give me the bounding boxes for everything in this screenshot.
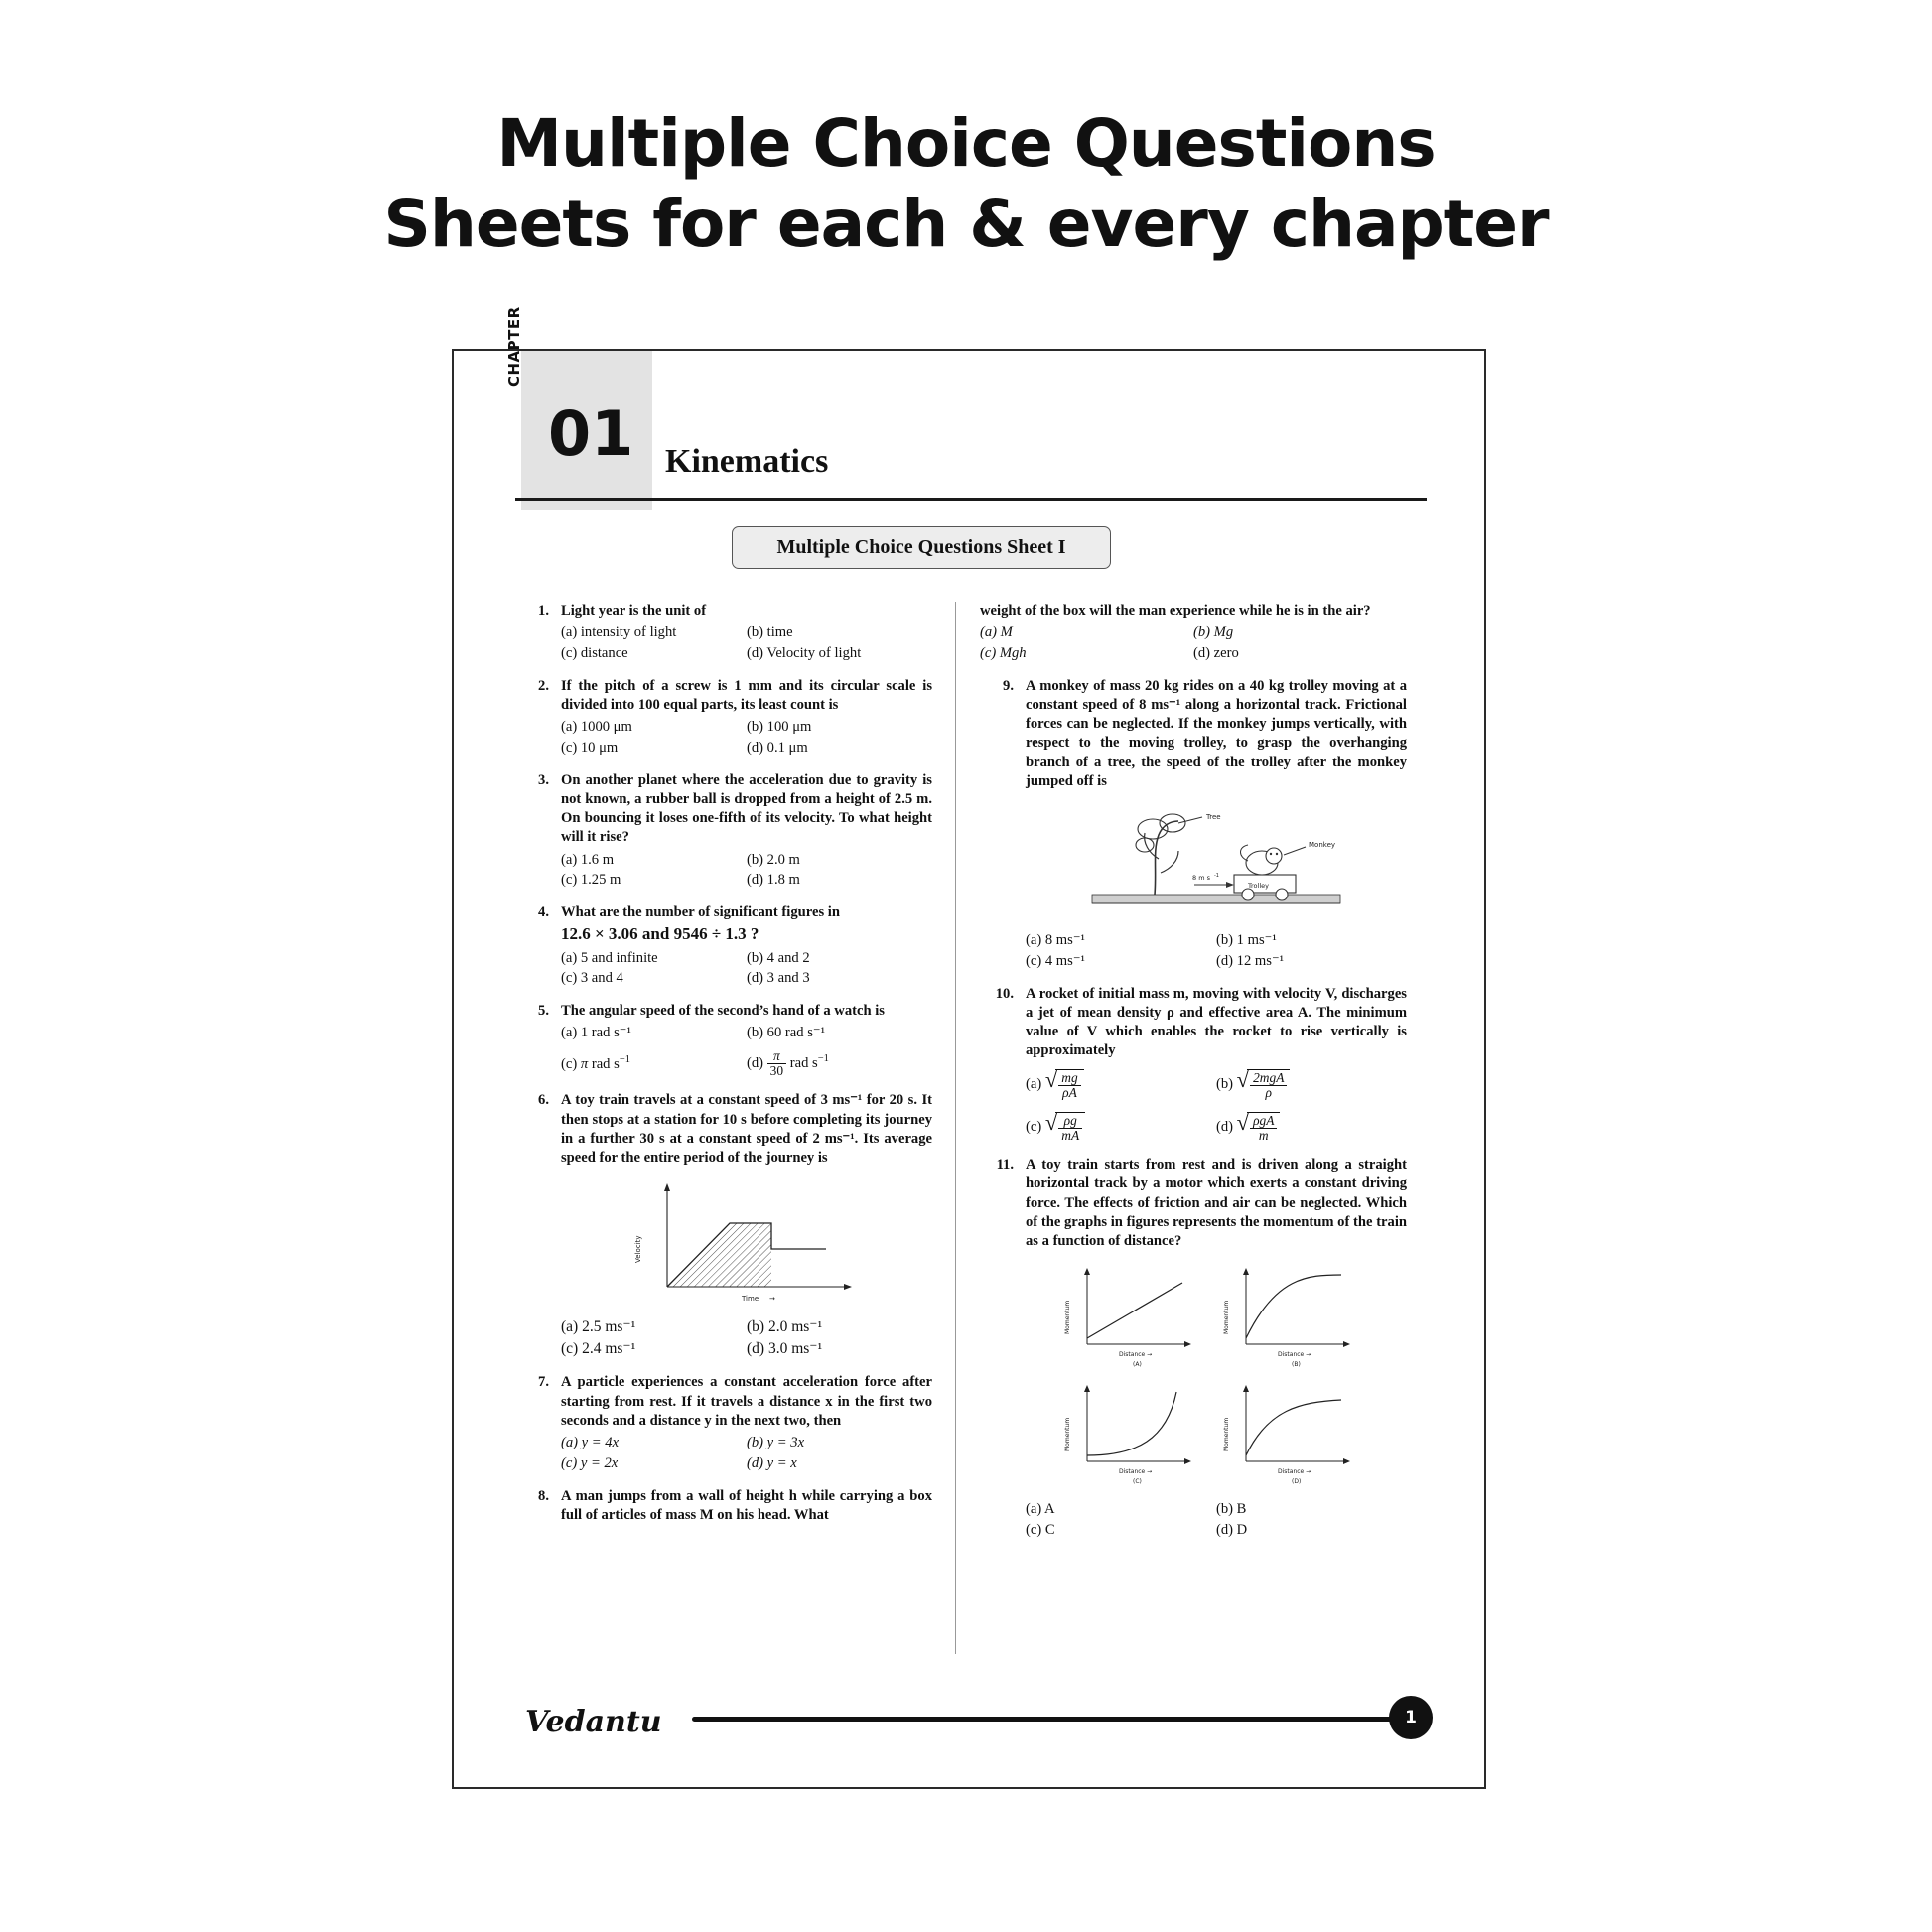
svg-text:(A): (A): [1133, 1361, 1142, 1369]
option[interactable]: (a) y = 4x: [561, 1435, 620, 1451]
question-number: 6.: [538, 1092, 549, 1109]
svg-text:Distance →: Distance →: [1278, 1351, 1311, 1359]
option[interactable]: (a) 8 ms⁻¹: [1026, 932, 1085, 949]
svg-text:Momentum: Momentum: [1064, 1418, 1071, 1452]
footer-divider: [692, 1717, 1427, 1722]
question-text: A monkey of mass 20 kg rides on a 40 kg trolley moving at a constant speed of 8 ms⁻¹ along a horizontal track. Frictional forces can be neglected. If the monkey jumps vertically, with respect to the moving trolley, to grasp the overhanging branch of a tree, the speed of the trolley after the monkey jumped off is: [1026, 677, 1407, 789]
question-item: [515, 677, 932, 759]
svg-text:Tree: Tree: [1206, 813, 1221, 822]
svg-text:Monkey: Monkey: [1309, 841, 1336, 850]
option[interactable]: (c) y = 2x: [561, 1454, 619, 1471]
svg-text:(B): (B): [1292, 1361, 1301, 1369]
velocity-time-graph: [622, 1175, 871, 1305]
chapter-label: CHAPTER: [505, 306, 523, 387]
question-continuation: [980, 602, 1407, 664]
question-item: [515, 1091, 932, 1360]
chapter-number: 01: [548, 397, 634, 470]
monkey-trolley-illustration: [1067, 799, 1365, 918]
chapter-title: Kinematics: [665, 443, 829, 480]
option-list: [1026, 1499, 1407, 1540]
option[interactable]: (c) 4 ms⁻¹: [1026, 952, 1085, 969]
svg-text:Momentum: Momentum: [1064, 1301, 1071, 1335]
option[interactable]: (b) B: [1216, 1501, 1247, 1518]
svg-text:(C): (C): [1133, 1478, 1142, 1486]
option[interactable]: (a) 1 rad s⁻¹: [561, 1025, 631, 1041]
option[interactable]: (d) 12 ms⁻¹: [1216, 952, 1285, 969]
option[interactable]: (c) 2.4 ms⁻¹: [561, 1340, 636, 1358]
option[interactable]: (a) M: [980, 624, 1013, 641]
option[interactable]: (a) 2.5 ms⁻¹: [561, 1318, 636, 1336]
option[interactable]: (d) $\frac{\pi}{30}$ rad $s^{-1}$: [747, 1048, 829, 1079]
option-list: [561, 850, 932, 891]
option[interactable]: (b) y = 3x: [747, 1435, 805, 1451]
option[interactable]: (b) 60 rad s⁻¹: [747, 1025, 825, 1041]
question-text: A toy train travels at a constant speed of 3 ms⁻¹ for 20 s. It then stops at a station for 10 s before completing its journey in a further 30 s at a constant speed of 2 ms⁻¹. Its average speed for the entire period of the journey is: [561, 1092, 932, 1167]
svg-text:Momentum: Momentum: [1223, 1418, 1230, 1452]
question-item: [515, 602, 932, 664]
option-list: [561, 717, 932, 758]
left-column: [515, 602, 932, 1538]
question-number: 8.: [538, 1487, 549, 1504]
svg-text:(D): (D): [1292, 1478, 1302, 1486]
option[interactable]: (b) Mg: [1193, 624, 1234, 641]
velocity-time-graph-figure: [561, 1175, 932, 1311]
question-text: A rocket of initial mass m, moving with velocity V, discharges a jet of mean density ρ and effective area A. The minimum value of V which enables the rocket to rise vertically is approximately: [1026, 985, 1407, 1059]
svg-text:→: →: [769, 1295, 775, 1304]
option[interactable]: (c) 1.25 m: [561, 872, 621, 889]
option-list: [561, 622, 932, 663]
question-text: Light year is the unit of: [561, 603, 707, 619]
question-text: If the pitch of a screw is 1 mm and its circular scale is divided into 100 equal parts, its least count is: [561, 677, 932, 713]
option[interactable]: (d) 1.8 m: [747, 872, 800, 889]
option[interactable]: (c) C: [1026, 1521, 1055, 1538]
question-number: 5.: [538, 1003, 549, 1020]
option[interactable]: (b) √ $\frac{\text{2mgA}}{\rho}$: [1216, 1069, 1407, 1100]
option[interactable]: (b) 4 and 2: [747, 949, 810, 966]
question-number: 1.: [538, 603, 549, 619]
question-text: What are the number of significant figures in: [561, 904, 840, 921]
option[interactable]: (a) 1000 μm: [561, 719, 632, 736]
svg-text:Velocity: Velocity: [634, 1235, 642, 1264]
question-item: [515, 1373, 932, 1473]
worksheet-sheet: [452, 306, 1486, 1789]
option[interactable]: (d) Velocity of light: [747, 644, 862, 661]
option[interactable]: (d) y = x: [747, 1454, 797, 1471]
option[interactable]: (a) 1.6 m: [561, 851, 615, 868]
option[interactable]: (b) 1 ms⁻¹: [1216, 932, 1277, 949]
question-formula: 12.6 × 3.06 and 9546 ÷ 1.3 ?: [561, 924, 759, 944]
svg-text:Distance →: Distance →: [1119, 1468, 1153, 1476]
question-text: A man jumps from a wall of height h while carrying a box full of articles of mass M on his head. What: [561, 1487, 932, 1523]
option[interactable]: (d) √ $\frac{\text{ρgA}}{m}$: [1216, 1112, 1407, 1143]
heading-line-2: Sheets for each & every chapter: [383, 185, 1549, 262]
heading-line-1: Multiple Choice Questions: [496, 105, 1436, 182]
four-momentum-distance-graphs: [1057, 1259, 1375, 1487]
option[interactable]: (b) 2.0 m: [747, 851, 800, 868]
page-number-badge: 1: [1389, 1696, 1433, 1739]
question-text: A particle experiences a constant acceleration force after starting from rest. If it travels a distance x in the first two seconds and a distance y in the next two, then: [561, 1374, 932, 1429]
option[interactable]: (d) 3.0 ms⁻¹: [747, 1340, 823, 1358]
option[interactable]: (d) 3 and 3: [747, 970, 810, 987]
question-number: 10.: [995, 985, 1014, 1002]
svg-text:Momentum: Momentum: [1223, 1301, 1230, 1335]
option[interactable]: (c) Mgh: [980, 644, 1027, 661]
svg-text:Time: Time: [742, 1295, 759, 1304]
column-divider: [955, 602, 956, 1654]
option[interactable]: (a) 5 and infinite: [561, 949, 658, 966]
option[interactable]: (b) 100 μm: [747, 719, 812, 736]
right-column: [980, 602, 1407, 1554]
question-text: A toy train starts from rest and is driven along a straight horizontal track by a motor which exerts a constant driving force. The effects of friction and air can be neglected. Which of the graphs in figures represents the momentum of the train as a function of distance?: [1026, 1157, 1407, 1250]
option-list: [561, 1316, 932, 1360]
question-text: On another planet where the acceleration due to gravity is not known, a rubber ball is dropped from a height of 2.5 m. On bouncing it loses one-fifth of its velocity. To what height will it rise?: [561, 771, 932, 846]
question-number: 11.: [996, 1157, 1014, 1173]
svg-text:Trolley: Trolley: [1248, 882, 1269, 891]
momentum-distance-graphs-figure: [1026, 1259, 1407, 1493]
option[interactable]: (c) 3 and 4: [561, 970, 623, 987]
option-list: [561, 948, 932, 989]
question-item: [515, 903, 932, 989]
option[interactable]: (d) D: [1216, 1521, 1248, 1538]
option[interactable]: (c) 10 μm: [561, 739, 619, 756]
question-text: The angular speed of the second’s hand of a watch is: [561, 1003, 885, 1020]
option[interactable]: (b) 2.0 ms⁻¹: [747, 1318, 823, 1336]
brand-logo: Vedantu: [525, 1705, 662, 1739]
option[interactable]: (a) √ $\frac{mg}{\rho A}$: [1026, 1069, 1216, 1100]
question-item: [980, 1156, 1407, 1541]
option[interactable]: (c) √ $\frac{\rho g}{mA}$: [1026, 1112, 1216, 1143]
question-item: [515, 771, 932, 891]
option[interactable]: (d) 0.1 μm: [747, 739, 808, 756]
option[interactable]: (a) A: [1026, 1501, 1055, 1518]
option-list: [1026, 1066, 1407, 1143]
question-item: [980, 985, 1407, 1143]
svg-text:-1: -1: [1214, 873, 1219, 880]
option-list: [561, 1433, 932, 1473]
option[interactable]: (c) π rad $s^{-1}$: [561, 1054, 630, 1073]
question-number: 4.: [538, 904, 549, 921]
option-list: [980, 622, 1407, 663]
option[interactable]: (c) distance: [561, 644, 628, 661]
svg-text:Distance →: Distance →: [1119, 1351, 1153, 1359]
svg-text:Distance →: Distance →: [1278, 1468, 1311, 1476]
question-item: [515, 1002, 932, 1078]
question-number: 2.: [538, 677, 549, 694]
question-text: weight of the box will the man experience while he is in the air?: [980, 603, 1371, 619]
question-item: [980, 677, 1407, 972]
option[interactable]: (a) intensity of light: [561, 624, 677, 641]
option-list: [1026, 930, 1407, 971]
question-number: 7.: [538, 1374, 549, 1391]
option-list: [561, 1023, 932, 1078]
header-divider: [515, 498, 1427, 501]
option[interactable]: (d) zero: [1193, 644, 1239, 661]
question-item: [515, 1487, 932, 1526]
svg-text:8 m s: 8 m s: [1192, 874, 1210, 883]
sheet-title-badge: Multiple Choice Questions Sheet I: [732, 526, 1111, 569]
option[interactable]: (b) time: [747, 624, 793, 641]
monkey-trolley-figure: [1026, 799, 1407, 924]
page-heading: [0, 104, 1932, 264]
question-number: 9.: [1003, 677, 1014, 694]
question-number: 3.: [538, 771, 549, 788]
